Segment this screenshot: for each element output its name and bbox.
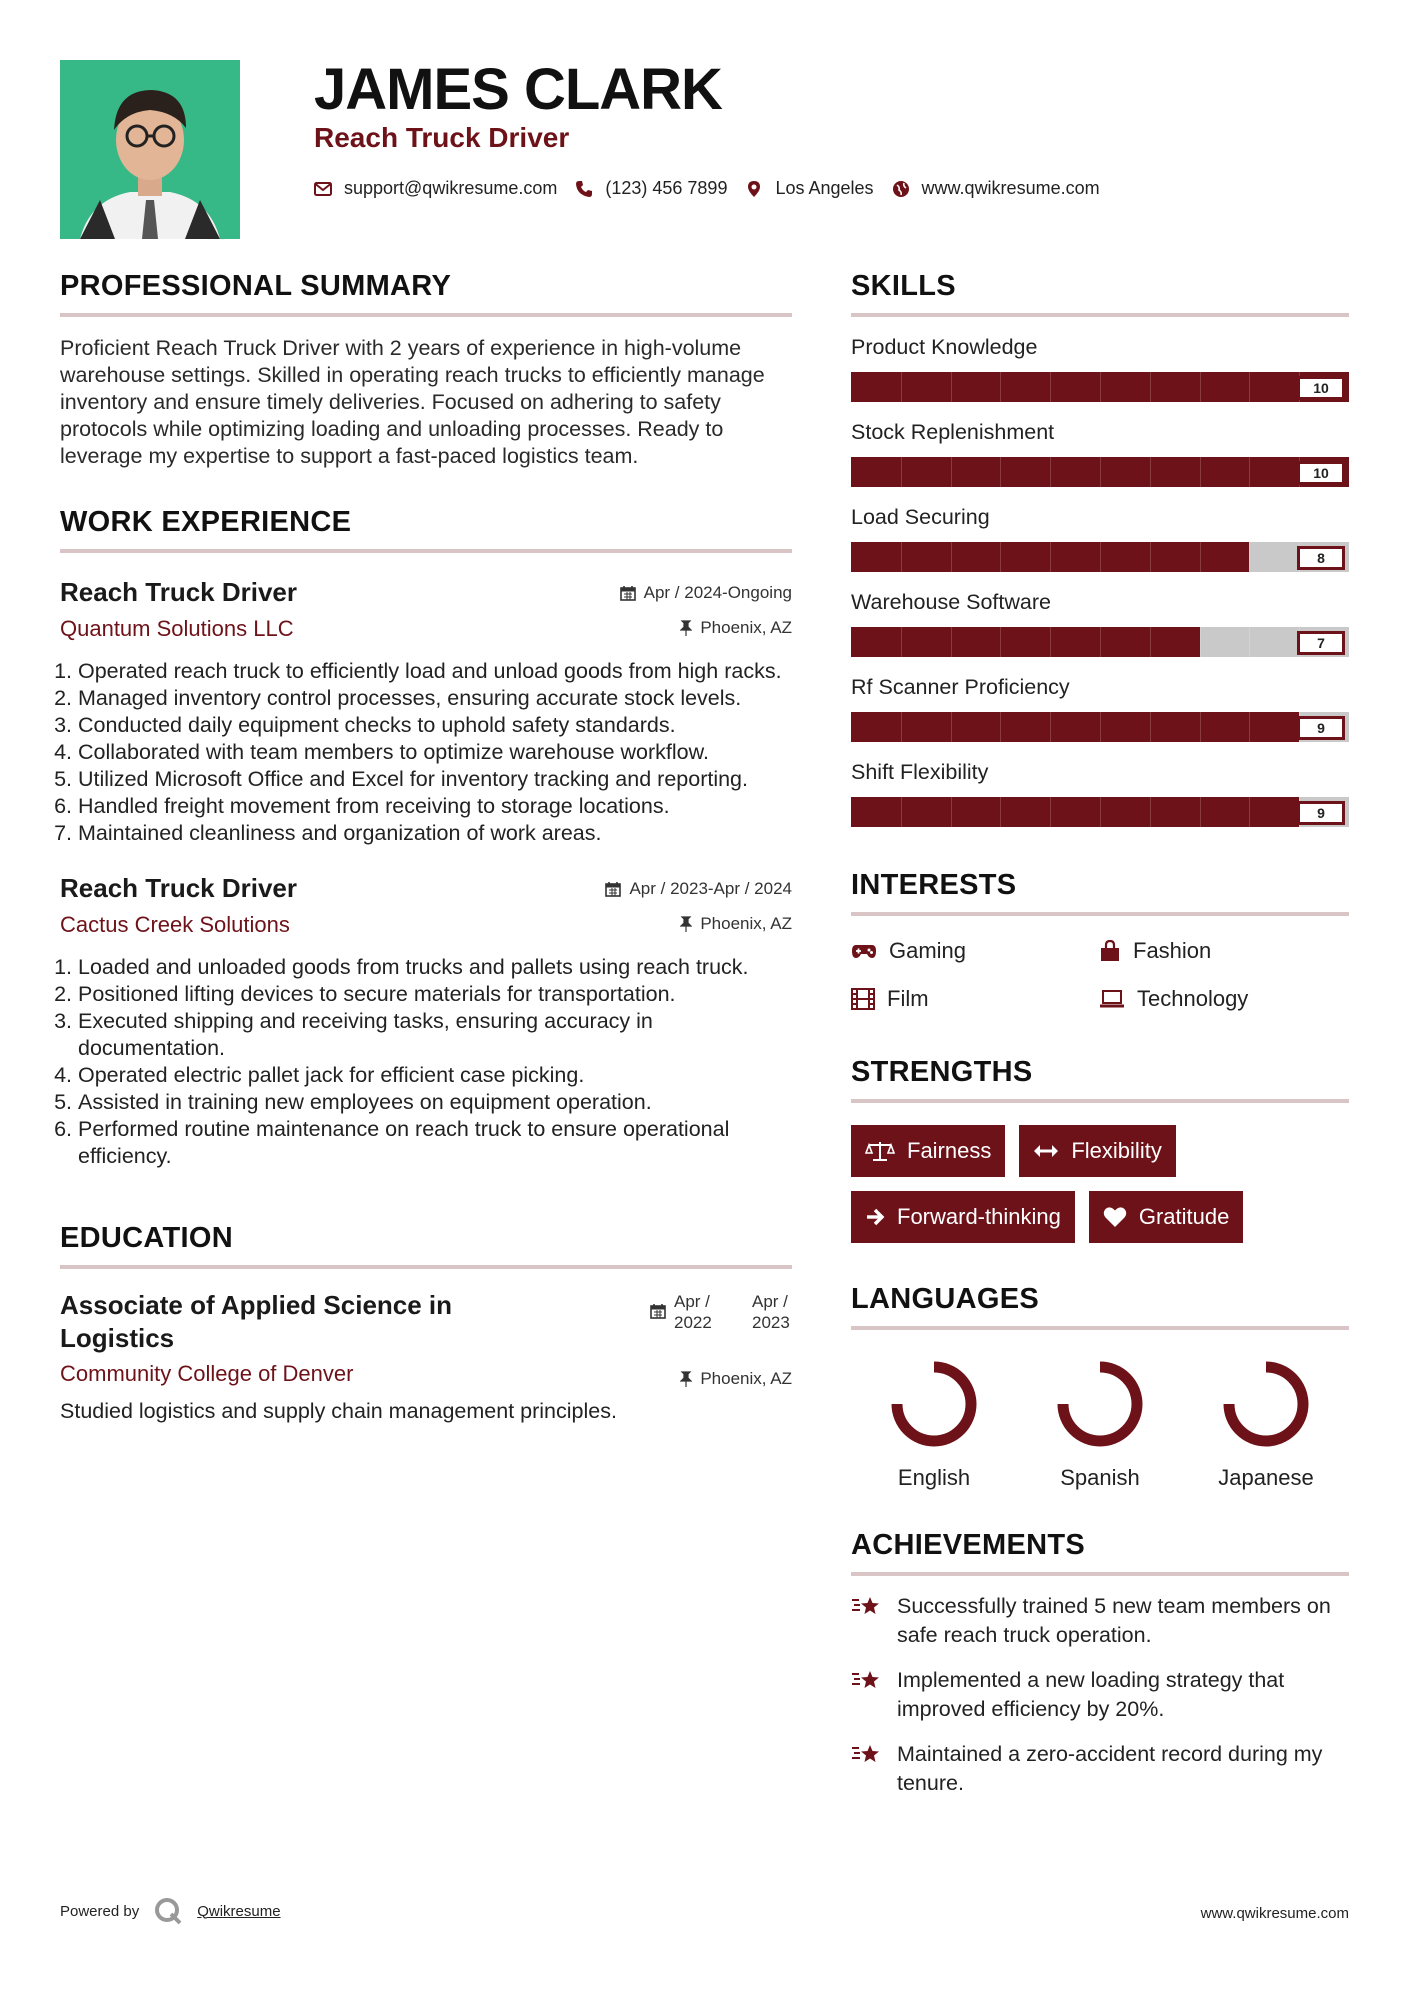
strength-label: Flexibility <box>1071 1138 1162 1163</box>
skill-item <box>851 760 1349 827</box>
language-proficiency-ring <box>1050 1354 1150 1454</box>
job-dates <box>620 583 792 603</box>
skill-level-value: 8 <box>1297 546 1345 570</box>
duty-item: 5. Assisted in training new employees on equipment operation. <box>78 1089 792 1116</box>
heart-icon <box>1103 1206 1127 1228</box>
map-marker-icon <box>745 180 763 198</box>
skill-bar-segment-divider <box>1050 457 1051 487</box>
language-label: Japanese <box>1218 1465 1314 1490</box>
skills-list <box>851 335 1349 827</box>
skill-bar-segment-divider <box>951 797 952 827</box>
candidate-name: JAMES CLARK <box>314 57 722 122</box>
skill-bar-segment-divider <box>901 542 902 572</box>
achievement-text: Implemented a new loading strategy that improved efficiency by 20%. <box>897 1668 1285 1721</box>
job-location <box>680 914 792 934</box>
skill-bar-segment-divider <box>901 797 902 827</box>
skill-name: Load Securing <box>851 505 990 529</box>
skill-level-value: 9 <box>1297 801 1345 825</box>
interest-label: Technology <box>1137 986 1249 1011</box>
achievements-heading: ACHIEVEMENTS <box>851 1529 1349 1576</box>
skill-bar-segment-divider <box>1200 542 1201 572</box>
duty-item: 3. Conducted daily equipment checks to uphold safety standards. <box>78 712 792 739</box>
skill-bar-segment-divider <box>1150 797 1151 827</box>
job-dates-text: Apr / 2023-Apr / 2024 <box>629 879 792 898</box>
contact-bar <box>314 178 1100 199</box>
education-heading: EDUCATION <box>60 1222 792 1269</box>
shopping-bag-icon <box>1099 940 1121 962</box>
email-text: support@qwikresume.com <box>344 178 558 198</box>
shooting-star-icon <box>851 1742 883 1768</box>
phone-icon <box>575 180 593 198</box>
skill-bar-segment-divider <box>1050 627 1051 657</box>
job-title: Reach Truck Driver <box>60 577 298 607</box>
skill-bar-fill <box>851 627 1200 657</box>
skill-bar-segment-divider <box>1000 372 1001 402</box>
summary-heading: PROFESSIONAL SUMMARY <box>60 270 792 317</box>
skill-bar-segment-divider <box>1000 457 1001 487</box>
strengths-list <box>851 1125 1349 1243</box>
left-column <box>60 270 792 1424</box>
skill-bar-segment-divider <box>901 627 902 657</box>
duty-item: 7. Maintained cleanliness and organization of work areas. <box>78 820 792 847</box>
skill-bar-segment-divider <box>1150 457 1151 487</box>
skill-bar-segment-divider <box>1249 457 1250 487</box>
languages-list <box>851 1354 1349 1491</box>
skill-name: Stock Replenishment <box>851 420 1055 444</box>
interest-label: Gaming <box>889 938 967 963</box>
skill-bar-segment-divider <box>1100 457 1101 487</box>
summary-text: Proficient Reach Truck Driver with 2 years of experience in high-volume warehouse settings. Skilled in operating reach trucks to efficiently manage inventory and ensure timely deliveries. Focused on adhering to safety protocols while optimizing loading and unloading processes. Ready to leverage my expertise to support a fast-paced logistics team. <box>60 336 765 468</box>
skill-item <box>851 335 1349 402</box>
language-proficiency-ring <box>884 1354 984 1454</box>
skills-heading: SKILLS <box>851 270 1349 317</box>
duty-item: 5. Utilized Microsoft Office and Excel for inventory tracking and reporting. <box>78 766 792 793</box>
duty-item: 4. Collaborated with team members to optimize warehouse workflow. <box>78 739 792 766</box>
contact-phone[interactable] <box>575 178 727 199</box>
skill-level-value: 10 <box>1297 461 1345 485</box>
skill-bar <box>851 542 1349 572</box>
contact-website[interactable] <box>892 178 1100 199</box>
achievement-item <box>851 1740 1349 1798</box>
film-icon <box>851 988 875 1010</box>
skill-bar-segment-divider <box>1100 712 1101 742</box>
skill-bar-segment-divider <box>951 627 952 657</box>
arrows-horizontal-icon <box>1033 1144 1059 1158</box>
interest-label: Fashion <box>1133 938 1212 963</box>
skill-bar-segment-divider <box>1000 542 1001 572</box>
skill-bar-segment-divider <box>1000 797 1001 827</box>
job-location <box>680 618 792 638</box>
job-dates-text: Apr / 2024-Ongoing <box>643 583 792 602</box>
skill-bar-segment-divider <box>1150 627 1151 657</box>
strengths-heading: STRENGTHS <box>851 1056 1349 1103</box>
skill-bar-segment-divider <box>1200 712 1201 742</box>
skill-name: Shift Flexibility <box>851 760 989 784</box>
skill-bar <box>851 627 1349 657</box>
skill-bar-segment-divider <box>1249 797 1250 827</box>
skill-bar-segment-divider <box>901 457 902 487</box>
edu-end-month: Apr / <box>752 1292 788 1311</box>
globe-icon <box>892 180 910 198</box>
footer-website[interactable]: www.qwikresume.com <box>1200 1905 1349 1922</box>
skill-bar-segment-divider <box>1050 797 1051 827</box>
skill-item <box>851 675 1349 742</box>
location-text: Los Angeles <box>775 178 874 198</box>
skill-bar-segment-divider <box>951 372 952 402</box>
skill-item <box>851 420 1349 487</box>
skill-name: Warehouse Software <box>851 590 1051 614</box>
skill-bar <box>851 372 1349 402</box>
job-location-text: Phoenix, AZ <box>700 618 792 637</box>
skill-bar-segment-divider <box>901 712 902 742</box>
achievement-item <box>851 1666 1349 1724</box>
gamepad-icon <box>851 942 877 960</box>
language-item <box>1183 1354 1349 1491</box>
skill-bar-segment-divider <box>1000 627 1001 657</box>
interests-list <box>851 938 1349 1012</box>
skill-bar-fill <box>851 712 1299 742</box>
powered-by-text: Powered by <box>60 1902 140 1920</box>
job-title: Reach Truck Driver <box>60 873 298 903</box>
job-dates <box>605 879 792 899</box>
interests-heading: INTERESTS <box>851 869 1349 916</box>
duty-item: 2. Positioned lifting devices to secure materials for transportation. <box>78 981 792 1008</box>
shooting-star-icon <box>851 1594 883 1620</box>
education-location-text: Phoenix, AZ <box>700 1369 792 1388</box>
balance-scale-icon <box>865 1140 895 1162</box>
skill-bar-segment-divider <box>1249 372 1250 402</box>
skill-bar-segment-divider <box>1150 712 1151 742</box>
skill-level-value: 10 <box>1297 376 1345 400</box>
duty-item: 1. Loaded and unloaded goods from trucks and pallets using reach truck. <box>78 954 792 981</box>
qwikresume-logo-icon <box>153 1896 183 1926</box>
strength-tag <box>1019 1125 1175 1177</box>
language-label: Spanish <box>1060 1465 1140 1490</box>
skill-bar-segment-divider <box>901 372 902 402</box>
skill-bar-segment-divider <box>951 712 952 742</box>
language-item <box>851 1354 1017 1491</box>
skill-name: Product Knowledge <box>851 335 1038 359</box>
skill-bar-segment-divider <box>1200 797 1201 827</box>
job-location-text: Phoenix, AZ <box>700 914 792 933</box>
skill-bar <box>851 457 1349 487</box>
skill-bar-segment-divider <box>1200 372 1201 402</box>
education-dates <box>650 1291 792 1333</box>
interest-item <box>851 986 1099 1012</box>
job-duties <box>60 658 792 847</box>
skill-bar-segment-divider <box>1100 372 1101 402</box>
skill-bar-segment-divider <box>1200 627 1201 657</box>
duty-item: 6. Handled freight movement from receiving to storage locations. <box>78 793 792 820</box>
shooting-star-icon <box>851 1668 883 1694</box>
skill-bar-segment-divider <box>1150 542 1151 572</box>
edu-end-year: 2023 <box>752 1313 790 1332</box>
contact-location <box>745 178 873 199</box>
envelope-icon <box>314 180 332 198</box>
job-duties <box>60 954 792 1170</box>
qwikresume-link[interactable]: Qwikresume <box>197 1902 281 1920</box>
duty-item: 2. Managed inventory control processes, ensuring accurate stock levels. <box>78 685 792 712</box>
skill-name: Rf Scanner Proficiency <box>851 675 1070 699</box>
calendar-icon <box>605 881 621 897</box>
skill-item <box>851 590 1349 657</box>
skill-level-value: 9 <box>1297 716 1345 740</box>
calendar-icon <box>620 585 636 601</box>
skill-bar-segment-divider <box>1249 712 1250 742</box>
skill-bar-segment-divider <box>1050 372 1051 402</box>
skill-bar-segment-divider <box>1249 627 1250 657</box>
skill-bar-segment-divider <box>1200 457 1201 487</box>
pushpin-icon <box>680 1371 692 1387</box>
edu-start-month: Apr / <box>674 1292 710 1311</box>
skill-bar <box>851 797 1349 827</box>
interest-item <box>1099 938 1347 964</box>
arrow-right-icon <box>865 1207 885 1227</box>
duty-item: 1. Operated reach truck to efficiently load and unload goods from high racks. <box>78 658 792 685</box>
achievement-item <box>851 1592 1349 1650</box>
experience-heading: WORK EXPERIENCE <box>60 506 792 553</box>
achievements-list <box>851 1592 1349 1798</box>
education-entry <box>60 1289 792 1424</box>
candidate-title: Reach Truck Driver <box>314 122 570 153</box>
calendar-icon <box>650 1303 666 1319</box>
laptop-icon <box>1099 989 1125 1009</box>
duty-item: 6. Performed routine maintenance on reach truck to ensure operational efficiency. <box>78 1116 792 1170</box>
edu-start-year: 2022 <box>674 1313 712 1332</box>
interest-item <box>851 938 1099 964</box>
skill-bar <box>851 712 1349 742</box>
language-item <box>1017 1354 1183 1491</box>
website-text: www.qwikresume.com <box>921 178 1100 198</box>
strength-tag <box>851 1191 1075 1243</box>
achievement-text: Successfully trained 5 new team members on safe reach truck operation. <box>897 1594 1331 1647</box>
duty-item: 4. Operated electric pallet jack for efficient case picking. <box>78 1062 792 1089</box>
skill-bar-segment-divider <box>1249 542 1250 572</box>
strength-label: Gratitude <box>1138 1204 1230 1229</box>
job-entry <box>60 577 792 847</box>
skill-bar-segment-divider <box>1100 542 1101 572</box>
education-school: Community College of Denver <box>60 1361 354 1386</box>
skill-level-value: 7 <box>1297 631 1345 655</box>
skill-bar-segment-divider <box>1050 542 1051 572</box>
skill-bar-segment-divider <box>1050 712 1051 742</box>
job-company: Cactus Creek Solutions <box>60 912 290 937</box>
phone-text: (123) 456 7899 <box>605 178 728 198</box>
strength-tag <box>851 1125 1005 1177</box>
profile-photo <box>60 60 240 239</box>
skill-bar-fill <box>851 797 1299 827</box>
language-proficiency-ring <box>1216 1354 1316 1454</box>
skill-bar-segment-divider <box>1100 797 1101 827</box>
duty-item: 3. Executed shipping and receiving tasks, ensuring accuracy in documentation. <box>78 1008 792 1062</box>
contact-email[interactable] <box>314 178 557 199</box>
skill-bar-segment-divider <box>1100 627 1101 657</box>
right-column <box>851 270 1349 1798</box>
job-company: Quantum Solutions LLC <box>60 616 294 641</box>
achievement-text: Maintained a zero-accident record during my tenure. <box>897 1742 1323 1795</box>
footer-branding <box>60 1896 281 1926</box>
skill-bar-segment-divider <box>1000 712 1001 742</box>
interest-label: Film <box>887 986 929 1011</box>
strength-tag <box>1089 1191 1244 1243</box>
skill-bar-segment-divider <box>951 542 952 572</box>
pushpin-icon <box>680 620 692 636</box>
job-entry <box>60 873 792 1170</box>
skill-bar-segment-divider <box>1150 372 1151 402</box>
skill-bar-segment-divider <box>951 457 952 487</box>
education-location <box>680 1369 792 1389</box>
language-label: English <box>897 1465 971 1490</box>
pushpin-icon <box>680 916 692 932</box>
strength-label: Forward-thinking <box>897 1204 1061 1229</box>
skill-item <box>851 505 1349 572</box>
interest-item <box>1099 986 1347 1012</box>
education-degree: Associate of Applied Science in Logistics <box>60 1290 453 1353</box>
strength-label: Fairness <box>907 1138 992 1163</box>
languages-heading: LANGUAGES <box>851 1283 1349 1330</box>
education-description: Studied logistics and supply chain management principles. <box>60 1399 617 1423</box>
